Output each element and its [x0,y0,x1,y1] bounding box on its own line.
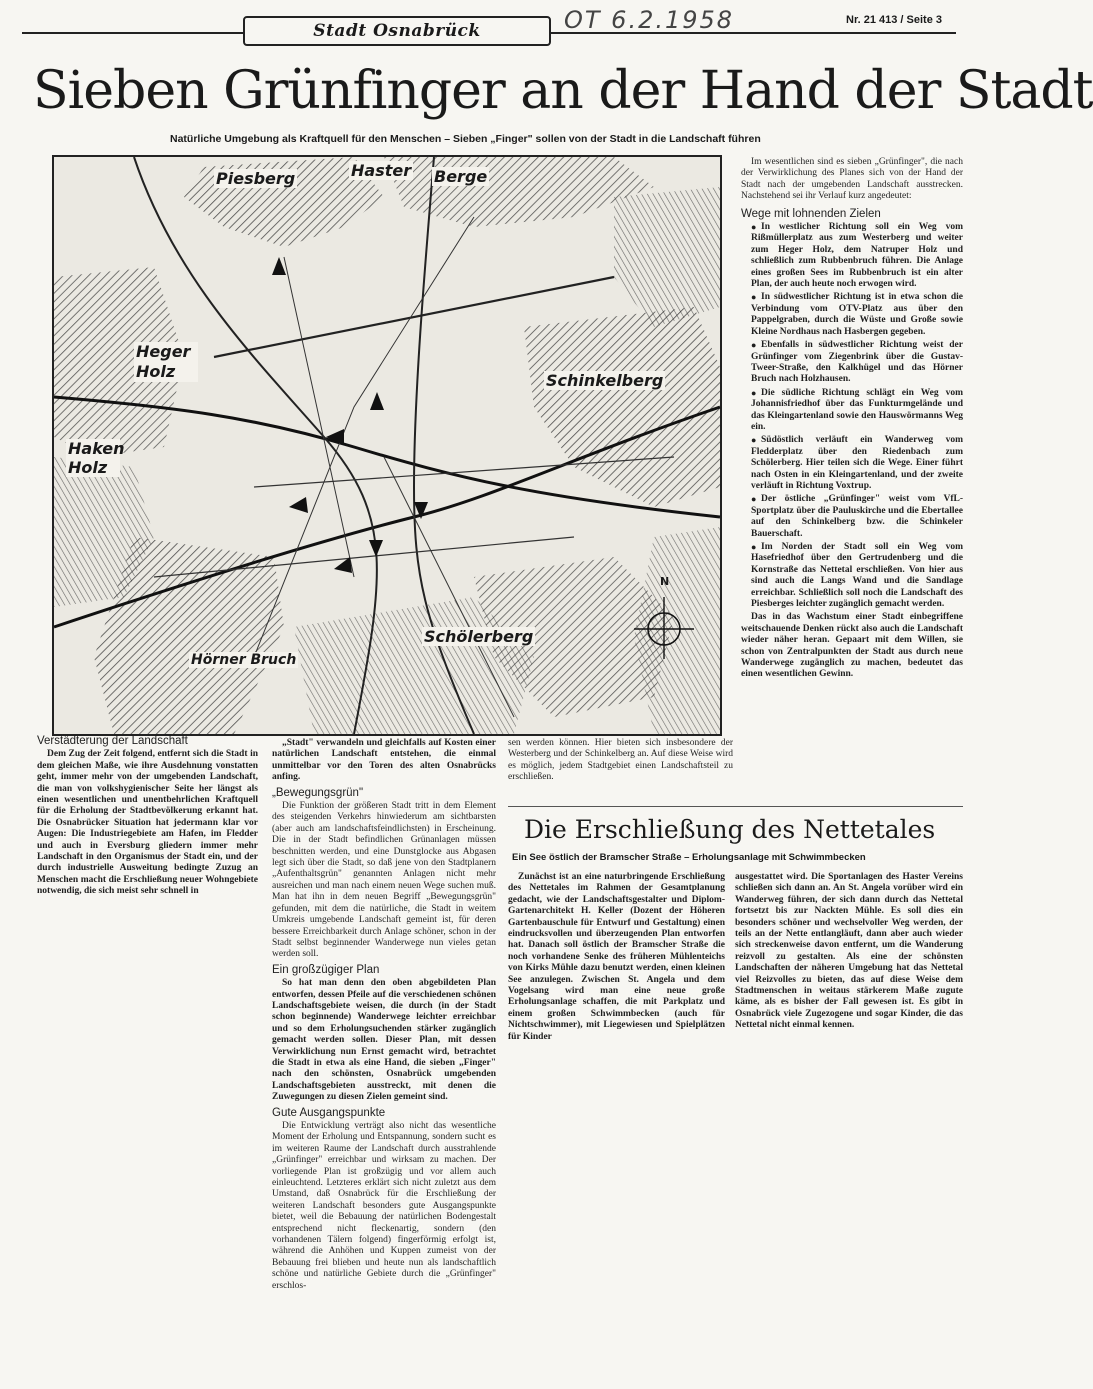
page-subheadline: Natürliche Umgebung als Kraftquell für den Menschen – Sieben „Finger" sollen von der Stadt in die Landschaft führen [170,133,761,145]
article2-text-b: ausgestattet wird. Die Sportanlagen des Haster Vereins schließen sich dann an. An St. Angela vorüber wird ein Wanderweg führen, der sich dann durch das Nettetal fortsetzt bis zur Nackten Mühle. Es soll dies ein besonders schöner und wechselvoller Weg werden, der teils an der Nette entlangläuft, dann aber auch wieder sich streckenweise davon entfernt, um die Wanderung reizvoll zu gestalten. Als eine der schönsten Landschaften der näheren Umgebung hat das Nettetal viel Reizvolles zu bieten, das auf diese Weise dem Stadtmenschen in weitaus stärkerem Maße zugute käme, als es bisher der Fall gewesen ist. Es gibt in Osnabrück viele Zugezogene und sogar Kinder, die das Nettetal nicht einmal kennen. [735,872,963,1031]
col2-title-a: „Bewegungsgrün" [272,786,364,799]
article2-column-b [735,872,963,1034]
col2-text-top: „Stadt" verwandeln und gleichfalls auf Kosten einer natürlichen Landschaft entstehen, die einmal unmittelbar vor den Toren des alten Osnabrücks anfing. [272,738,496,783]
right-column [741,157,963,683]
col2-text-c: Die Entwicklung verträgt also nicht das wesentliche Moment der Erholung und Entspannung, sondern sucht es im weiteren Raume der Landschaft durch ausstrahlende „Grünfinger" erreichbar und wirksam zu machen. Der vorliegende Plan ist großzügig und vor allem auch einleuchtend. Letzteres erklärt sich nicht zuletzt aus dem Umstand, daß Osnabrück für die Erschließung der weiteren Landschaft besonders gute Ausgangspunkte bietet, weil die Bebauung der natürlichen Bodengestalt entsprechend nicht fleckenartig, sondern (den vorhandenen Tälern folgend) fingerförmig erfolgt ist, während die Anhöhen und Kuppen zumeist von der Bebauung frei blieben und heute nun als landschaftlich schöne und natürliche Gebiete durch die „Grünfinger" erschlos- [272,1121,496,1291]
map-label-schoelerberg: Schölerberg [424,627,534,646]
column-2 [272,738,496,1294]
col1-text: Dem Zug der Zeit folgend, entfernt sich die Stadt in dem gleichen Maße, wie ihre Ausdehnung vonstatten geht, immer mehr von der umgebenden Landschaft, die man von volkshygienischer Seite her längst als einen wesentlichen und unentbehrlichen Kraftquell für die Erholung der Stadtbevölkerung erkannt hat. Die Osnabrücker Situation hat jedermann klar vor Augen: Die Industriegebiete am Hafen, im Fledder und auch in Eversburg gliedern immer mehr Landschaft in den Organismus der Stadt ein, und der durch industrielle Ausweitung bedingte Zuzug an Menschen macht die Erschließung neuer Wohngebiete notwendig, die sich meist sehr schnell in [37,749,258,897]
col2-title-c: Gute Ausgangspunkte [272,1106,386,1119]
route-southwest-1: ● In südwestlicher Richtung ist in etwa schon die Verbindung vom OTV-Platz aus über den Pappelgraben, durch die Wüste und Große sowie Kleine Nordhaus nach Hasbergen gegeben. [741,292,963,338]
route-southwest-2: ● Ebenfalls in südwestlicher Richtung weist der Grünfinger vom Ziegenbrink über die Gustav-Tweer-Straße, den Kalkhügel und das Hörner Bruch nach Holzhausen. [741,340,963,386]
map-label-heger-holz: Heger Holz [134,342,198,382]
column-3 [508,738,733,786]
map-label-hoerner-bruch: Hörner Bruch [191,652,297,668]
route-south: ● Die südliche Richtung schlägt ein Weg vom Johannisfriedhof über das Funkturmgelände und das Kleingartenland sowie den Hauswörmanns Weg ein. [741,388,963,434]
right-section-title: Wege mit lohnenden Zielen [741,207,881,220]
compass-north-label: N [660,575,670,588]
article2-top-rule [508,806,963,807]
map-label-berge: Berge [434,167,488,186]
col2-text-b: So hat man denn den oben abgebildeten Plan entworfen, dessen Pfeile auf die verschiedenen schönen Landschaftsgebiete weisen, die durch (in der Stadt schon beginnende) Wanderwege leichter erreichbar und so dem Erholungsuchenden stärker zugänglich gemacht werden sollen. Dieser Plan, mit dessen Verwirklichung nun Ernst gemacht wird, betrachtet die Stadt in etwa als eine Hand, die sieben „Finger" nach den schönsten, Osnabrück umgebenden Landschaftsgebieten ausstreckt, mit denen die Zuwegungen zu diesen Zielen gemeint sind. [272,978,496,1103]
col1-title: Verstädterung der Landschaft [37,735,188,747]
route-west: ● In westlicher Richtung soll ein Weg vom Rißmüllerplatz aus zum Westerberg und weiter zum Heger Holz, dem Natruper Holz und schließlich zum Rubbenbruch führen. Die Anlage eines großen Sees im Rubbenbruch ist ein alter Plan, der auch heute noch erwogen wird. [741,222,963,290]
page-headline: Sieben Grünfinger an der Hand der Stadt [33,61,1093,121]
city-map [52,155,722,736]
column-1 [37,736,258,900]
article2-column-a [508,872,725,1045]
route-east: ● Der östliche „Grünfinger" weist vom VfL-Sportplatz über die Pauluskirche und die Ebertallee auf den Schinkelberg bzw. die Schinkeler Bauerschaft. [741,494,963,540]
masthead: Stadt Osnabrück [243,16,551,46]
map-label-haken-holz: Haken Holz [68,439,125,477]
handwritten-date: OT 6.2.1958 [564,6,735,34]
article2-subheadline: Ein See östlich der Bramscher Straße – Erholungsanlage mit Schwimmbecken [512,852,866,863]
header-rule-left [22,32,244,34]
article2-text-a: Zunächst ist an eine naturbringende Erschließung des Nettetales im Rahmen der Gesamtplanung gedacht, wie der Landschaftsgestalter und Diplom-Gartenarchitekt H. Keller (Dozent der Höheren Gartenbauschule für Entwurf und Gestaltung) einen eindrucksvollen und überzeugenden Plan entworfen hat. Danach soll östlich der Bramscher Straße die noch vorhandene Senke des früheren Mühlenteichs von Kirks Mühle dazu benutzt werden, einen kleinen See anzulegen. Zwischen St. Angela und dem Vogelsang wird man eine neue große Erholungsanlage schaffen, die mit Parkplatz und einem großen Schwimmbecken (auch für Nichtschwimmer), mit Liegewiesen und Spielplätzen für Kinder [508,872,725,1042]
route-north: ● Im Norden der Stadt soll ein Weg vom Hasefriedhof über den Gertrudenberg und die Kornstraße das Nettetal erschließen. Von hier aus sind auch die Langs Wand und die Sandlage erreichbar. Schließlich soll noch die Landschaft des Piesberges leichter zugänglich gemacht werden. [741,542,963,610]
col2-title-b: Ein großzügiger Plan [272,963,380,976]
col3-text: sen werden können. Hier bieten sich insbesondere der Westerberg und der Schinkelberg an. Auf diese Weise wird es möglich, jedem Stadtgebiet einen Landschaftsteil zu erschließen. [508,738,733,783]
map-label-haster: Haster [351,161,412,180]
right-intro: Im wesentlichen sind es sieben „Grünfinger", die nach der Verwirklichung des Planes sich von der Hand der Stadt nach der umgebenden Landschaft ausstrecken. Nachstehend sei ihr Verlauf kurz angedeutet: [741,157,963,202]
right-closing: Das in das Wachstum einer Stadt einbegriffene weitschauende Denken rückt also auch die Landschaft wieder näher heran. Gepaart mit dem Willen, sie schon von Zentralpunkten der Stadt aus durch neue Wanderwege zugänglich zu machen, bedeutet das einen wesentlichen Gewinn. [741,612,963,680]
route-southeast: ● Südöstlich verläuft ein Wanderweg vom Fledderplatz über den Riedenbach zum Schölerberg. Hier teilen sich die Wege. Einer führt nach Osten in ein Kleingartenland, und der zweite verläuft in Richtung Voxtrup. [741,435,963,492]
map-drawing [54,157,720,734]
map-label-schinkelberg: Schinkelberg [546,371,664,390]
issue-number: Nr. 21 413 / Seite 3 [846,14,943,26]
article2-headline: Die Erschließung des Nettetales [524,815,936,844]
col2-text-a: Die Funktion der größeren Stadt tritt in dem Element des steigenden Verkehrs hinwiederum am sichtbarsten (aber auch am landschaftsfeindlichsten) in Erscheinung. Die in der Stadt befindlichen Grünanlagen müssen beschnitten werden, und eine Dunstglocke aus Abgasen legt sich über die Stadt, so daß jene von den Stadtplanern „Aufenthaltsgrün" genannten Anlagen nicht mehr ausreichen und man nach einem neuen Wege suchen muß. Man hat ihn in dem neuen Begriff „Bewegungsgrün" gefunden, mit dem die natürliche, die Stadt in weitem Umkreis umgebende Landschaft gemeint ist, für deren bessere Erreichbarkeit durch Anlage schöner, schon in der Stadt selbst beginnender Wanderwege nun vieles getan werden soll. [272,801,496,960]
map-label-piesberg: Piesberg [216,169,296,188]
